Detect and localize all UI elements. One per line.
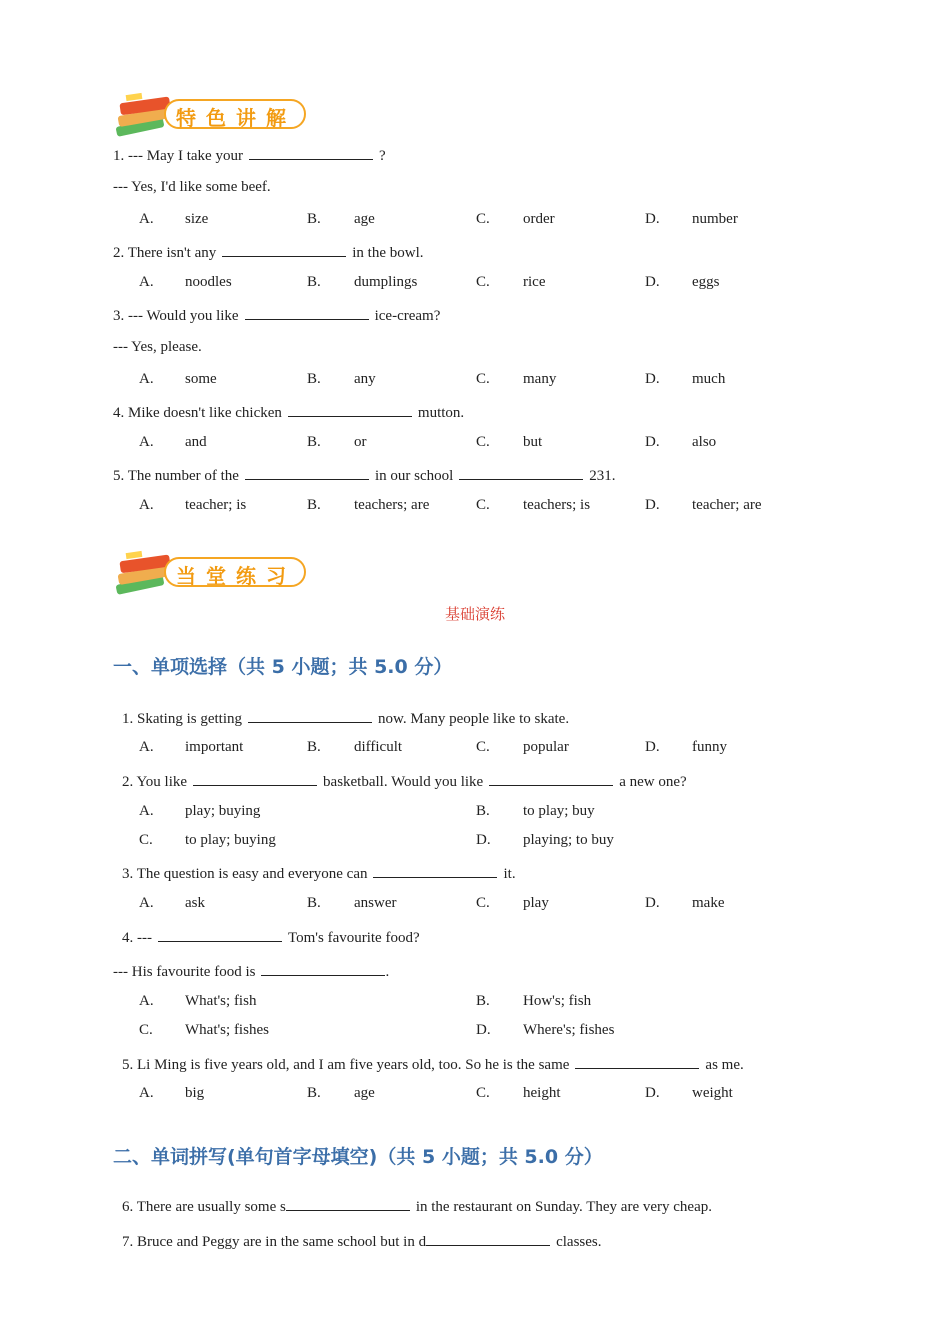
option-letter: D.: [476, 832, 491, 848]
option-text[interactable]: any: [354, 371, 376, 387]
option-letter: A.: [139, 434, 154, 450]
option-letter: B.: [307, 497, 321, 513]
question-3: 3. --- Would you like ice-cream?: [113, 305, 440, 325]
question-5: 5. The number of the in our school 231.: [113, 465, 616, 485]
option-letter: D.: [645, 739, 660, 755]
option-letter: C.: [476, 434, 490, 450]
option-letter: C.: [476, 274, 490, 290]
option-text[interactable]: rice: [523, 274, 546, 290]
option-letter: A.: [139, 274, 154, 290]
answer-blank[interactable]: [248, 708, 372, 723]
answer-blank[interactable]: [222, 242, 346, 257]
answer-blank[interactable]: [575, 1054, 699, 1069]
answer-blank[interactable]: [245, 305, 369, 320]
option-text[interactable]: but: [523, 434, 543, 450]
subtitle: 基础演练: [444, 607, 505, 623]
s2-question-6: 6. There are usually some s in the restaurant on Sunday. They are very cheap.: [122, 1196, 712, 1216]
s1-question-1: 1. Skating is getting now. Many people like to skate.: [122, 708, 569, 728]
option-letter: B.: [476, 993, 490, 1009]
option-text[interactable]: age: [354, 211, 375, 227]
option-text[interactable]: answer: [354, 895, 397, 911]
option-letter: D.: [645, 371, 660, 387]
option-letter: C.: [476, 1085, 490, 1101]
option-text[interactable]: noodles: [185, 274, 232, 290]
s1-question-2: 2. You like basketball. Would you like a new one?: [122, 771, 687, 791]
option-letter: C.: [476, 371, 490, 387]
banner-title: 特色讲解: [176, 106, 296, 130]
option-letter: C.: [476, 211, 490, 227]
s1-question-4-reply: --- His favourite food is .: [113, 961, 389, 981]
banner-title: 当堂练习: [176, 564, 296, 588]
option-letter: B.: [307, 1085, 321, 1101]
answer-blank[interactable]: [426, 1231, 550, 1246]
option-text[interactable]: many: [523, 371, 557, 387]
answer-blank[interactable]: [286, 1196, 410, 1211]
answer-blank[interactable]: [489, 771, 613, 786]
option-text[interactable]: teachers; is: [523, 497, 591, 513]
option-letter: A.: [139, 497, 154, 513]
option-letter: C.: [476, 739, 490, 755]
option-text[interactable]: make: [692, 895, 725, 911]
option-text[interactable]: What's; fish: [185, 993, 257, 1009]
option-text[interactable]: ask: [185, 895, 205, 911]
option-text[interactable]: playing; to buy: [523, 832, 614, 848]
option-letter: B.: [307, 274, 321, 290]
option-letter: D.: [645, 895, 660, 911]
option-text[interactable]: dumplings: [354, 274, 418, 290]
option-text[interactable]: teacher; are: [692, 497, 762, 513]
option-text[interactable]: difficult: [354, 739, 403, 755]
option-text[interactable]: eggs: [692, 274, 720, 290]
option-text[interactable]: weight: [692, 1085, 733, 1101]
option-letter: C.: [476, 497, 490, 513]
answer-blank[interactable]: [459, 465, 583, 480]
s2-question-7: 7. Bruce and Peggy are in the same school but in d classes.: [122, 1231, 602, 1251]
answer-blank[interactable]: [158, 927, 282, 942]
option-letter: A.: [139, 993, 154, 1009]
option-letter: B.: [476, 803, 490, 819]
option-text[interactable]: play: [523, 895, 549, 911]
option-text[interactable]: also: [692, 434, 717, 450]
question-3-reply: --- Yes, please.: [113, 339, 202, 355]
option-letter: D.: [645, 497, 660, 513]
option-letter: D.: [645, 274, 660, 290]
option-letter: D.: [476, 1022, 491, 1038]
practice-banner: [112, 548, 312, 598]
answer-blank[interactable]: [193, 771, 317, 786]
option-text[interactable]: popular: [523, 739, 569, 755]
s1-question-4: 4. --- Tom's favourite food?: [122, 927, 420, 947]
answer-blank[interactable]: [373, 863, 497, 878]
option-letter: A.: [139, 803, 154, 819]
option-text[interactable]: some: [185, 371, 217, 387]
option-letter: D.: [645, 1085, 660, 1101]
option-text[interactable]: What's; fishes: [185, 1022, 269, 1038]
option-text[interactable]: Where's; fishes: [523, 1022, 615, 1038]
option-letter: B.: [307, 211, 321, 227]
option-text[interactable]: age: [354, 1085, 375, 1101]
option-text[interactable]: teacher; is: [185, 497, 247, 513]
section-1-title: 一、单项选择（共 5 小题；共 5.0 分）: [113, 656, 453, 678]
option-letter: B.: [307, 739, 321, 755]
option-text[interactable]: and: [185, 434, 207, 450]
answer-blank[interactable]: [288, 402, 412, 417]
option-text[interactable]: to play; buying: [185, 832, 276, 848]
option-letter: A.: [139, 1085, 154, 1101]
answer-blank[interactable]: [249, 145, 373, 160]
option-text[interactable]: number: [692, 211, 738, 227]
option-text[interactable]: order: [523, 211, 555, 227]
option-text[interactable]: big: [185, 1085, 205, 1101]
option-letter: B.: [307, 895, 321, 911]
option-letter: B.: [307, 371, 321, 387]
option-text[interactable]: height: [523, 1085, 561, 1101]
option-text[interactable]: or: [354, 434, 367, 450]
option-text[interactable]: important: [185, 739, 244, 755]
option-letter: A.: [139, 211, 154, 227]
s1-question-3: 3. The question is easy and everyone can it.: [122, 863, 516, 883]
question-4: 4. Mike doesn't like chicken mutton.: [113, 402, 464, 422]
option-letter: A.: [139, 895, 154, 911]
option-letter: A.: [139, 371, 154, 387]
option-text[interactable]: size: [185, 211, 209, 227]
question-2: 2. There isn't any in the bowl.: [113, 242, 424, 262]
answer-blank[interactable]: [245, 465, 369, 480]
option-letter: B.: [307, 434, 321, 450]
option-text[interactable]: to play; buy: [523, 803, 595, 819]
question-1: 1. --- May I take your ?: [113, 145, 386, 165]
feature-banner: [112, 90, 312, 140]
option-letter: D.: [645, 211, 660, 227]
option-letter: A.: [139, 739, 154, 755]
question-1-reply: --- Yes, I'd like some beef.: [113, 179, 271, 195]
s1-question-5: 5. Li Ming is five years old, and I am five years old, too. So he is the same as me.: [122, 1054, 744, 1074]
option-letter: C.: [139, 832, 153, 848]
option-text[interactable]: funny: [692, 739, 727, 755]
option-text[interactable]: teachers; are: [354, 497, 430, 513]
option-text[interactable]: play; buying: [185, 803, 261, 819]
option-letter: D.: [645, 434, 660, 450]
option-text[interactable]: How's; fish: [523, 993, 592, 1009]
option-text[interactable]: much: [692, 371, 726, 387]
option-letter: C.: [139, 1022, 153, 1038]
section-2-title: 二、单词拼写(单句首字母填空)（共 5 小题；共 5.0 分）: [113, 1146, 603, 1168]
answer-blank[interactable]: [261, 961, 385, 976]
option-letter: C.: [476, 895, 490, 911]
